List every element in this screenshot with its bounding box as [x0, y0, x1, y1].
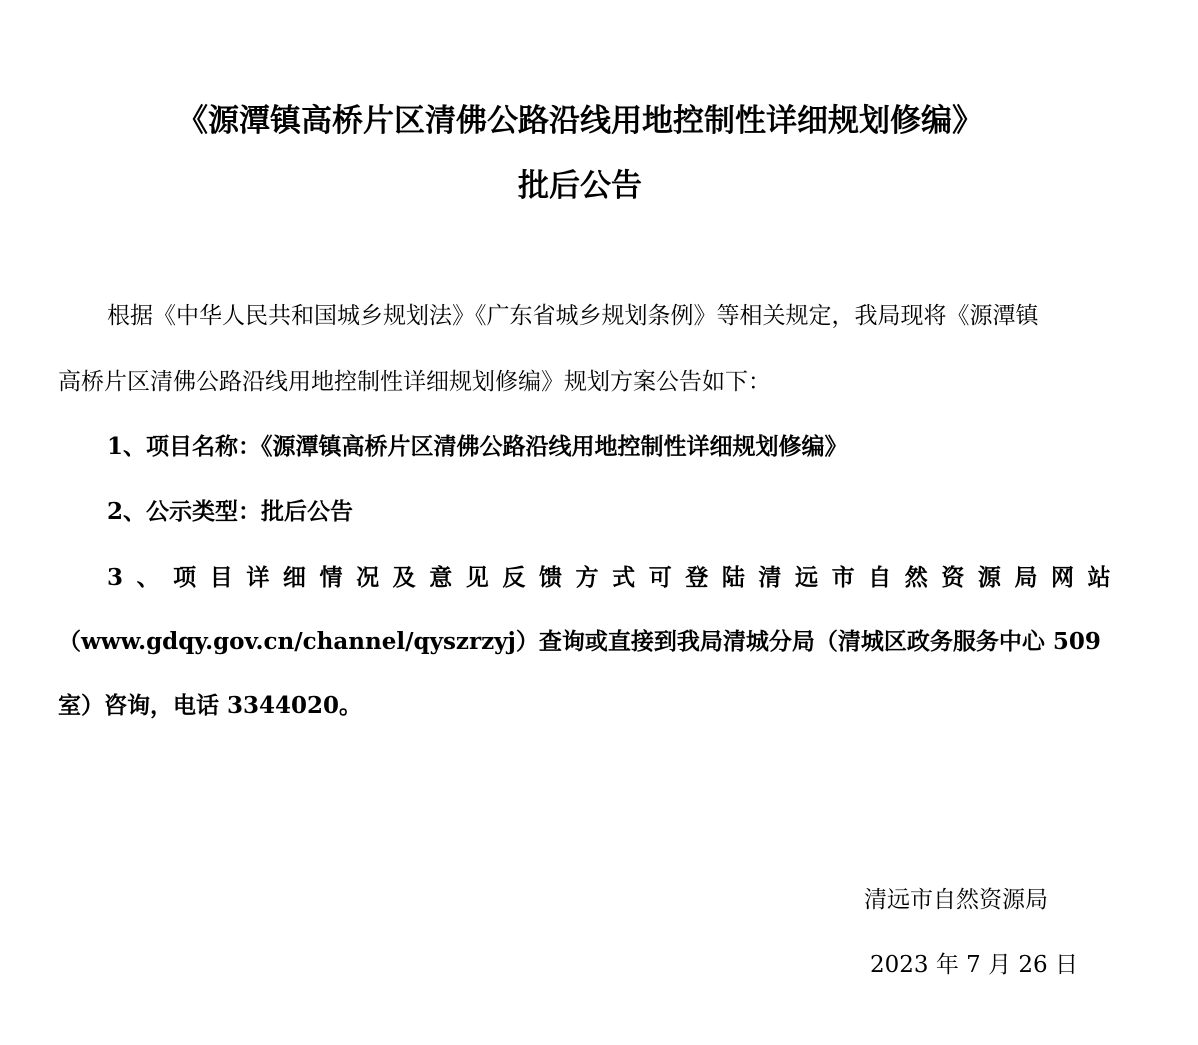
item-details-line-2: （www.gdqy.gov.cn/channel/qyszrzyj）查询或直接到我局清城分局（清城区政务服务中心 509: [58, 628, 1101, 655]
item-details-char: 及: [392, 564, 416, 591]
item-details-char: 反: [502, 564, 526, 591]
item-details-char: 然: [904, 564, 928, 591]
item-details-char: 陆: [721, 564, 745, 591]
item-details-char: 况: [356, 564, 380, 591]
item-details-char: 细: [282, 564, 306, 591]
document-subtitle: 批后公告: [518, 168, 642, 204]
item-details-char: 清: [758, 564, 782, 591]
item-publicity-type: 2、公示类型：批后公告: [107, 498, 354, 525]
item-project-name: 1、项目名称：《源潭镇高桥片区清佛公路沿线用地控制性详细规划修编》: [107, 433, 848, 460]
item-details-char: 方: [575, 564, 599, 591]
item-details-line-1: [107, 564, 1111, 592]
item-details-char: 局: [1014, 564, 1038, 591]
issue-date: 2023 年 7 月 26 日: [870, 952, 1078, 978]
item-details-char: 3: [107, 564, 124, 591]
item-details-char: 自: [868, 564, 892, 591]
item-details-char: 源: [977, 564, 1001, 591]
intro-paragraph-line-2: 高桥片区清佛公路沿线用地控制性详细规划修编》规划方案公告如下：: [58, 369, 771, 395]
item-details-char: 可: [648, 564, 672, 591]
item-details-char: 、: [136, 564, 160, 591]
intro-paragraph-line-1: 根据《中华人民共和国城乡规划法》《广东省城乡规划条例》等相关规定，我局现将《源潭镇: [107, 303, 1039, 329]
item-details-char: 情: [319, 564, 343, 591]
document-title: 《源潭镇高桥片区清佛公路沿线用地控制性详细规划修编》: [177, 103, 983, 139]
item-details-char: 项: [173, 564, 197, 591]
item-details-char: 意: [429, 564, 453, 591]
item-details-char: 网: [1051, 564, 1075, 591]
item-details-char: 资: [941, 564, 965, 591]
item-details-char: 见: [465, 564, 489, 591]
item-details-char: 站: [1087, 564, 1111, 591]
item-details-char: 市: [831, 564, 855, 591]
item-details-char: 式: [612, 564, 636, 591]
item-details-line-3: 室）咨询，电话 3344020。: [58, 692, 363, 719]
item-details-char: 馈: [538, 564, 562, 591]
issuer-signature: 清远市自然资源局: [864, 887, 1048, 913]
item-details-char: 详: [246, 564, 270, 591]
item-details-char: 登: [685, 564, 709, 591]
item-details-char: 目: [209, 564, 233, 591]
item-details-char: 远: [795, 564, 818, 591]
